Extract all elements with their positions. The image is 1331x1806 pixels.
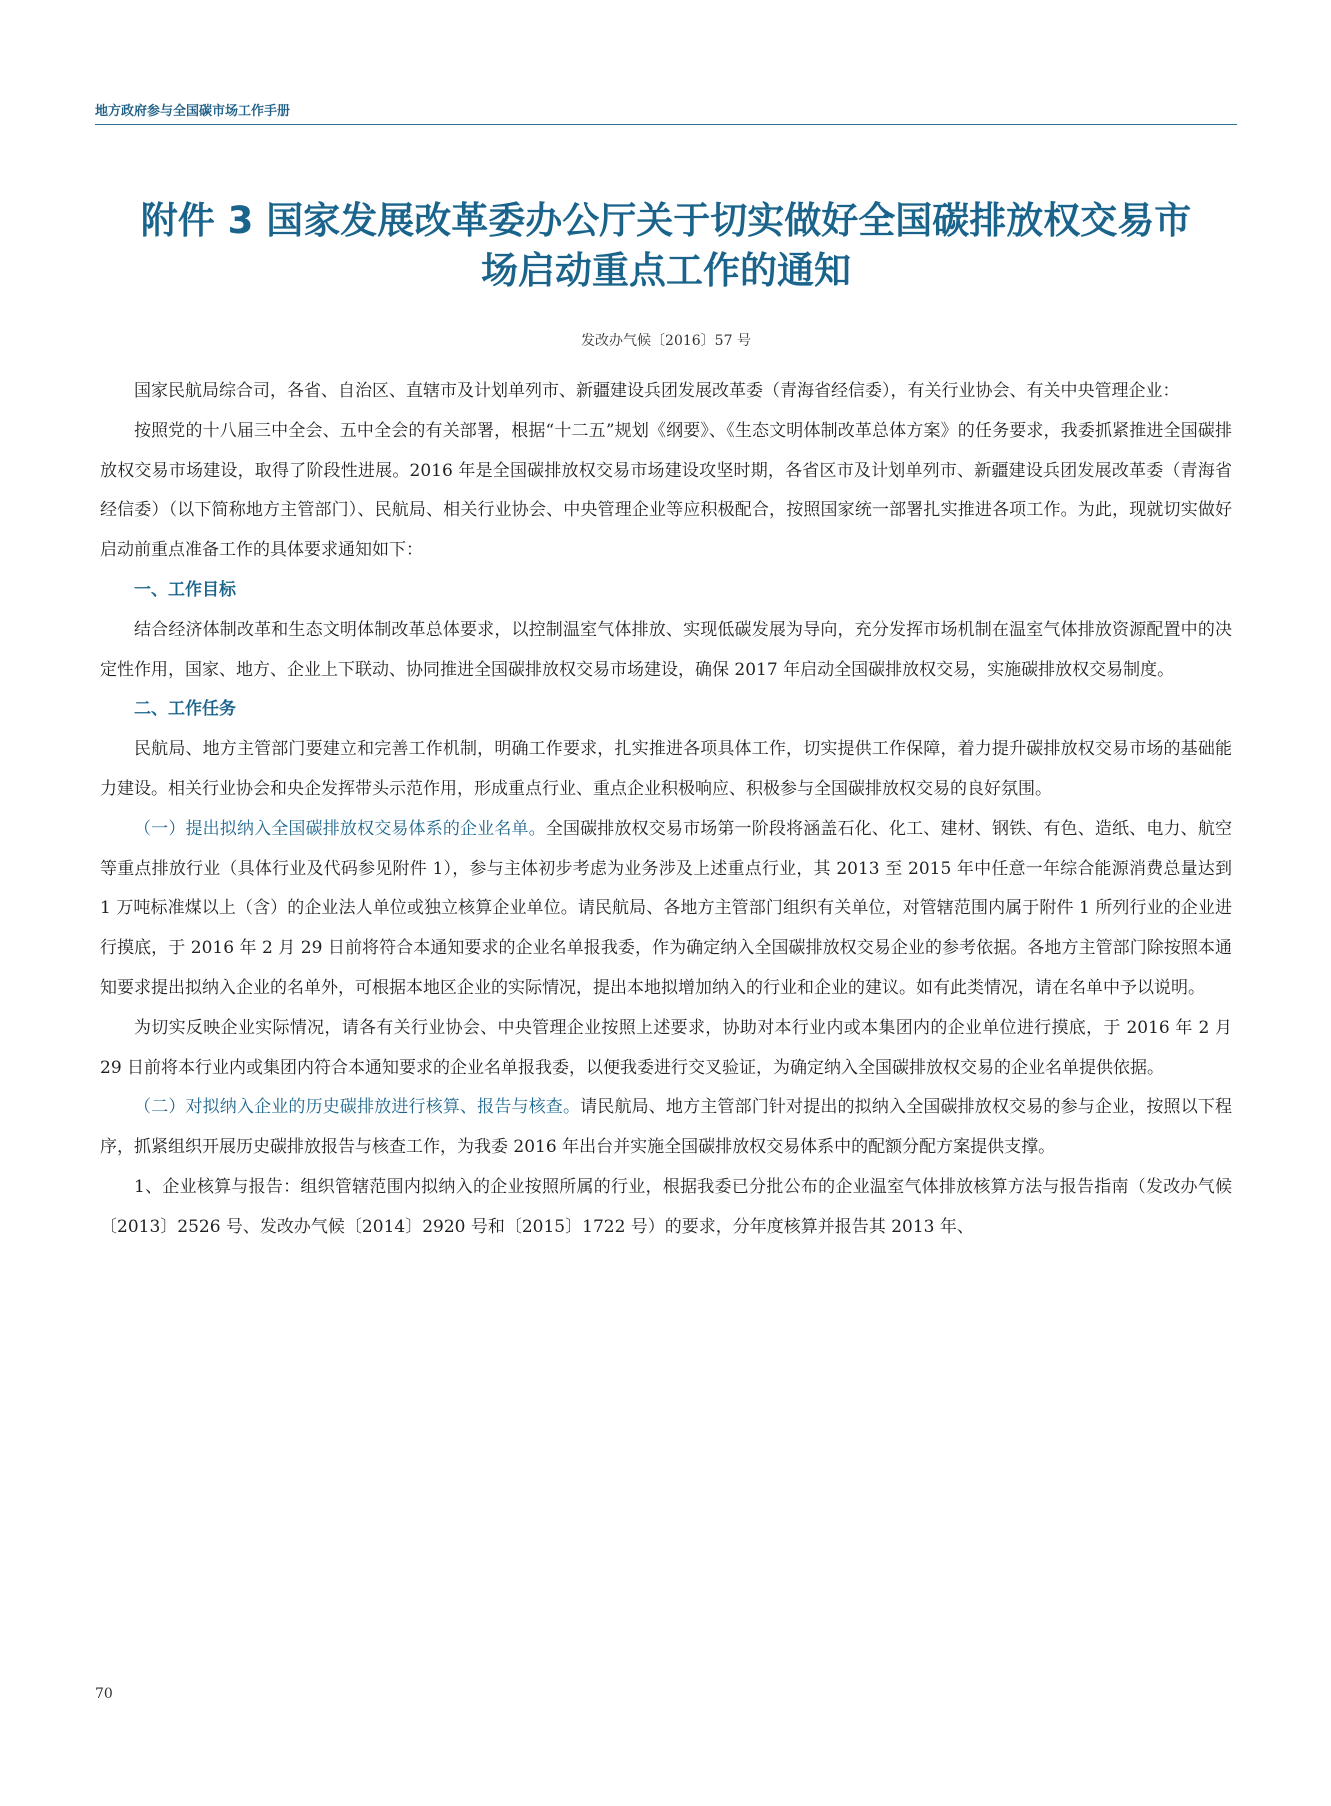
section-heading-goals: 一、工作目标 <box>134 579 236 600</box>
item-2-text: 请民航局、地方主管部门针对提出的拟纳入全国碳排放权交易的参与企业，按照以下程序，抓紧组织开展历史碳排放报告与核查工作，为我委 2016 年出台并实施全国碳排放权交易体系中的配额分配方案提供支撑。 <box>100 1097 1233 1158</box>
addressee-paragraph: 国家民航局综合司，各省、自治区、直辖市及计划单列市、新疆建设兵团发展改革委（青海省经信委），有关行业协会、有关中央管理企业： <box>134 381 1180 401</box>
item-2-lead: （二）对拟纳入企业的历史碳排放进行核算、报告与核查。 <box>134 1097 581 1118</box>
item-1-lead: （一）提出拟纳入全国碳排放权交易体系的企业名单。 <box>134 818 546 839</box>
section-heading-tasks: 二、工作任务 <box>134 699 236 720</box>
page-number: 70 <box>95 1686 113 1702</box>
item-1-text: 全国碳排放权交易市场第一阶段将涵盖石化、化工、建材、钢铁、有色、造纸、电力、航空等重点排放行业（具体行业及代码参见附件 1），参与主体初步考虑为业务涉及上述重点行业，其 2013 至 2015 年中任意一年综合能源消费总量达到 1 万吨标准煤以上（含）的企业法人单位或独立核算企业单位。请民航局、各地方主管部门组织有关单位，对管辖范围内属于附件 1 所列行业的企业进行摸底，于 2016 年 2 月 29 日前将符合本通知要求的企业名单报我委，作为确定纳入全国碳排放权交易企业的参考依据。各地方主管部门除按照本通知要求提出拟纳入企业的名单外，可根据本地区企业的实际情况，提出本地拟增加纳入的行业和企业的建议。如有此类情况，请在名单中予以说明。 <box>100 818 1233 998</box>
title-line-2: 场启动重点工作的通知 <box>481 249 851 292</box>
title-line-1: 附件 3 国家发展改革委办公厅关于切实做好全国碳排放权交易市 <box>140 199 1192 242</box>
document-body <box>100 372 1232 1248</box>
document-title <box>95 196 1237 296</box>
document-number: 发改办气候〔2016〕57 号 <box>581 333 751 349</box>
header-divider <box>95 124 1237 125</box>
item-1-paragraph <box>100 810 1232 1009</box>
item-2-paragraph <box>100 1088 1232 1168</box>
running-header: 地方政府参与全国碳市场工作手册 <box>95 104 291 119</box>
section-goals-paragraph: 结合经济体制改革和生态文明体制改革总体要求，以控制温室气体排放、实现低碳发展为导向，充分发挥市场机制在温室气体排放资源配置中的决定性作用，国家、地方、企业上下联动、协同推进全国碳排放权交易市场建设，确保 2017 年启动全国碳排放权交易，实施碳排放权交易制度。 <box>100 619 1232 680</box>
item-2-sub-1-paragraph: 1、企业核算与报告：组织管辖范围内拟纳入的企业按照所属的行业，根据我委已分批公布的企业温室气体排放核算方法与报告指南（发改办气候〔2013〕2526 号、发改办气候〔2014〕2920 号和〔2015〕1722 号）的要求，分年度核算并报告其 2013 年、 <box>100 1176 1232 1237</box>
item-1-followup-paragraph: 为切实反映企业实际情况，请各有关行业协会、中央管理企业按照上述要求，协助对本行业内或本集团内的企业单位进行摸底，于 2016 年 2 月 29 日前将本行业内或集团内符合本通知要求的企业名单报我委，以便我委进行交叉验证，为确定纳入全国碳排放权交易的企业名单提供依据。 <box>100 1017 1232 1078</box>
section-tasks-paragraph: 民航局、地方主管部门要建立和完善工作机制，明确工作要求，扎实推进各项具体工作，切实提供工作保障，着力提升碳排放权交易市场的基础能力建设。相关行业协会和央企发挥带头示范作用，形成重点行业、重点企业积极响应、积极参与全国碳排放权交易的良好氛围。 <box>100 739 1232 799</box>
intro-paragraph: 按照党的十八届三中全会、五中全会的有关部署，根据“十二五”规划《纲要》、《生态文明体制改革总体方案》的任务要求，我委抓紧推进全国碳排放权交易市场建设，取得了阶段性进展。2016 年是全国碳排放权交易市场建设攻坚时期，各省区市及计划单列市、新疆建设兵团发展改革委（青海省经信委）（以下简称地方主管部门）、民航局、相关行业协会、中央管理企业等应积极配合，按照国家统一部署扎实推进各项工作。为此，现就切实做好启动前重点准备工作的具体要求通知如下： <box>100 420 1232 561</box>
